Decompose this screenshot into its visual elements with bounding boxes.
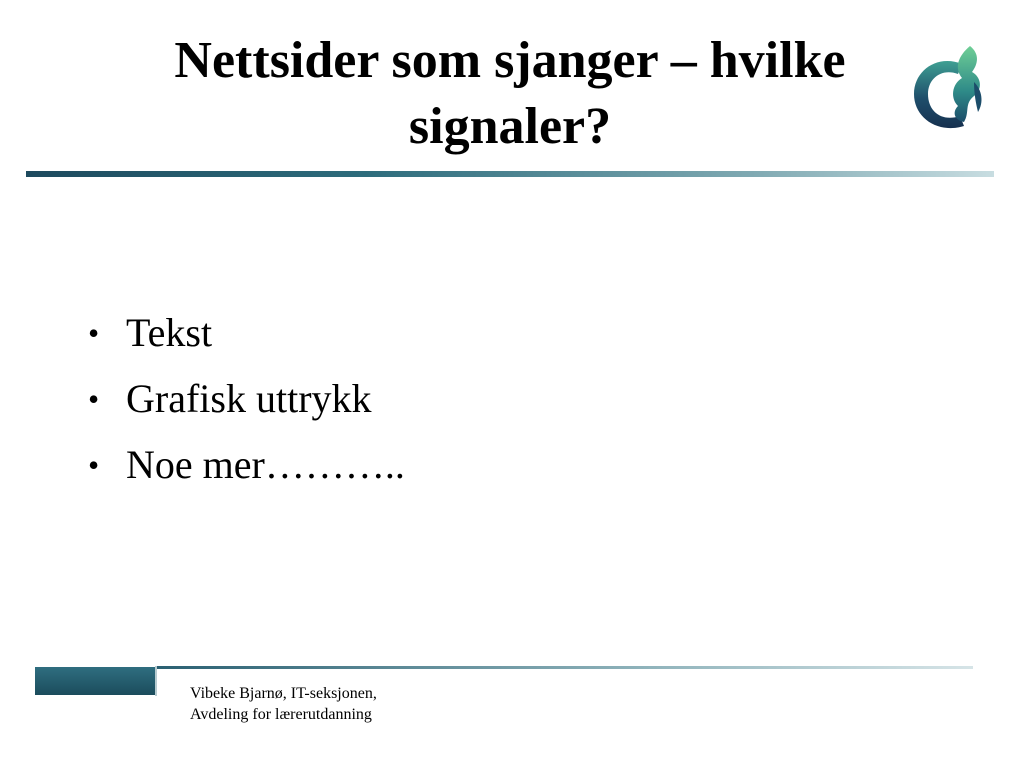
list-item: [88, 366, 405, 432]
title-line-1: Nettsider som sjanger – hvilke: [174, 32, 846, 89]
list-item: [88, 432, 405, 498]
bullet-marker: •: [88, 381, 100, 417]
footer-credit: [190, 683, 377, 725]
slide-title: [100, 28, 920, 160]
bullet-text: Noe mer………..: [126, 442, 405, 487]
title-line-2: signaler?: [408, 98, 612, 155]
bullet-marker: •: [88, 315, 100, 351]
institution-logo-icon: [908, 42, 990, 134]
bullet-text: Tekst: [126, 310, 213, 355]
footer-divider: [155, 666, 973, 669]
bullet-list: [88, 300, 405, 498]
footer-accent-block: [35, 667, 155, 695]
bullet-marker: •: [88, 447, 100, 483]
footer-line-1: Vibeke Bjarnø, IT-seksjonen,: [190, 685, 377, 702]
bullet-text: Grafisk uttrykk: [126, 376, 372, 421]
list-item: [88, 300, 405, 366]
footer-vertical-divider: [155, 666, 157, 696]
title-divider: [26, 171, 994, 177]
footer-line-2: Avdeling for lærerutdanning: [190, 706, 372, 723]
